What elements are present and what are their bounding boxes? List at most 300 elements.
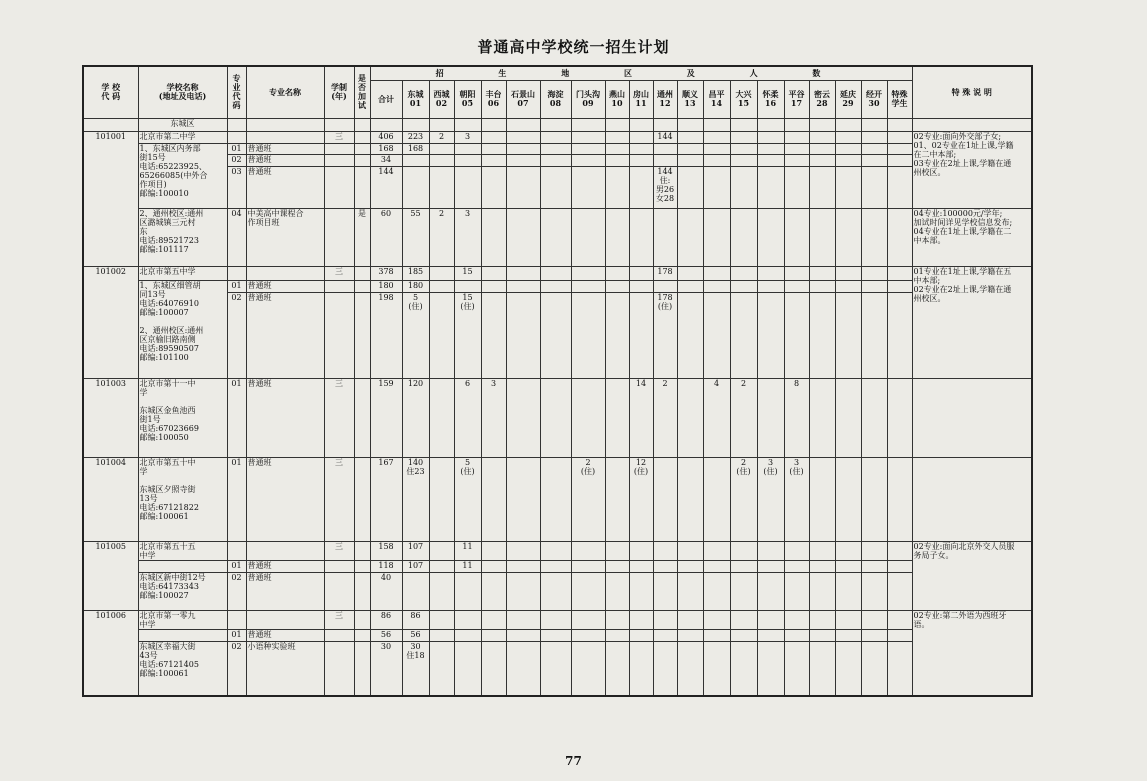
empty-cell xyxy=(605,378,629,457)
major-code: 01 xyxy=(227,629,246,641)
empty-cell xyxy=(506,280,540,292)
count-value: 3 xyxy=(454,131,481,143)
empty-cell xyxy=(653,560,677,572)
count-value: 56 xyxy=(370,629,402,641)
duration xyxy=(324,208,354,266)
major-code: 02 xyxy=(227,572,246,610)
region-code: 09 xyxy=(582,98,594,108)
major-name: 普通班 xyxy=(246,629,324,641)
major-code: 03 xyxy=(227,166,246,208)
region-name: 西城 xyxy=(433,89,450,99)
count-value: 30 xyxy=(370,641,402,696)
empty-cell xyxy=(506,266,540,280)
extra-test xyxy=(354,610,370,629)
empty-cell xyxy=(861,280,887,292)
region-column-header xyxy=(861,80,887,118)
school-code: 101002 xyxy=(83,266,138,378)
major-name: 普通班 xyxy=(246,280,324,292)
empty-cell xyxy=(887,208,912,266)
region-column-header xyxy=(653,80,677,118)
empty-cell xyxy=(605,572,629,610)
empty-cell xyxy=(730,629,757,641)
school-code: 101005 xyxy=(83,541,138,610)
major-name: 普通班 xyxy=(246,143,324,154)
empty-cell xyxy=(861,208,887,266)
empty-cell xyxy=(481,610,506,629)
empty-cell xyxy=(887,154,912,166)
empty-cell xyxy=(730,266,757,280)
empty-cell xyxy=(809,457,835,541)
remark: 02专业:面向北京外交人员服 务局子女。 xyxy=(912,541,1032,610)
empty-cell xyxy=(454,641,481,696)
region-name: 平谷 xyxy=(788,89,805,99)
empty-cell xyxy=(481,629,506,641)
empty-cell xyxy=(571,572,605,610)
empty-cell xyxy=(454,280,481,292)
region-code: 10 xyxy=(611,98,623,108)
empty-cell xyxy=(703,118,730,131)
major-name xyxy=(246,131,324,143)
duration xyxy=(324,143,354,154)
region-column-header xyxy=(629,80,653,118)
region-code: 05 xyxy=(461,98,474,108)
major-name: 普通班 xyxy=(246,560,324,572)
count-value: 3 (住) xyxy=(757,457,784,541)
count-value: 6 xyxy=(454,378,481,457)
empty-cell xyxy=(912,118,1032,131)
empty-cell xyxy=(429,560,454,572)
count-value: 11 xyxy=(454,541,481,560)
count-value: 8 xyxy=(784,378,809,457)
duration: 三 xyxy=(324,457,354,541)
empty-cell xyxy=(835,541,861,560)
empty-cell xyxy=(429,292,454,378)
duration xyxy=(324,292,354,378)
empty-cell xyxy=(481,457,506,541)
district-spacer xyxy=(83,118,138,131)
region-code: 12 xyxy=(659,98,671,108)
major-code xyxy=(227,610,246,629)
empty-cell xyxy=(861,154,887,166)
region-column-header xyxy=(887,80,912,118)
region-column-header xyxy=(481,80,506,118)
empty-cell xyxy=(861,610,887,629)
extra-test xyxy=(354,292,370,378)
empty-cell xyxy=(605,131,629,143)
major-code: 04 xyxy=(227,208,246,266)
region-code: 01 xyxy=(409,98,422,108)
empty-cell xyxy=(861,166,887,208)
empty-cell xyxy=(861,560,887,572)
major-name xyxy=(246,266,324,280)
empty-cell xyxy=(402,118,429,131)
empty-cell xyxy=(429,572,454,610)
count-value: 30 住18 xyxy=(402,641,429,696)
empty-cell xyxy=(757,166,784,208)
count-value: 159 xyxy=(370,378,402,457)
empty-cell xyxy=(629,641,653,696)
enrollment-plan-table xyxy=(82,65,1033,697)
region-name: 合计 xyxy=(378,93,394,104)
empty-cell xyxy=(887,560,912,572)
major-name: 普通班 xyxy=(246,457,324,541)
empty-cell xyxy=(887,641,912,696)
region-name: 朝阳 xyxy=(459,89,476,99)
empty-cell xyxy=(835,560,861,572)
region-name: 房山 xyxy=(633,89,649,99)
empty-cell xyxy=(246,118,324,131)
empty-cell xyxy=(540,572,571,610)
empty-cell xyxy=(481,166,506,208)
empty-cell xyxy=(653,629,677,641)
region-name: 经开 xyxy=(866,89,882,99)
empty-cell xyxy=(887,131,912,143)
duration xyxy=(324,572,354,610)
duration: 三 xyxy=(324,131,354,143)
region-column-header xyxy=(506,80,540,118)
table-row xyxy=(83,208,1032,266)
header-extra-test: 是否加试 xyxy=(354,66,370,118)
empty-cell xyxy=(809,629,835,641)
extra-test xyxy=(354,154,370,166)
empty-cell xyxy=(861,131,887,143)
empty-cell xyxy=(540,292,571,378)
empty-cell xyxy=(809,280,835,292)
empty-cell xyxy=(703,641,730,696)
empty-cell xyxy=(629,541,653,560)
empty-cell xyxy=(809,118,835,131)
school-code: 101004 xyxy=(83,457,138,541)
major-code: 02 xyxy=(227,154,246,166)
table-row xyxy=(83,641,1032,696)
empty-cell xyxy=(540,280,571,292)
count-value: 3 xyxy=(481,378,506,457)
duration: 三 xyxy=(324,610,354,629)
region-name: 石景山 xyxy=(511,89,535,99)
empty-cell xyxy=(887,118,912,131)
region-name: 燕山 xyxy=(609,89,625,99)
region-column-header xyxy=(677,80,703,118)
empty-cell xyxy=(506,641,540,696)
empty-cell xyxy=(605,166,629,208)
district-name: 东城区 xyxy=(138,118,227,131)
duration xyxy=(324,641,354,696)
empty-cell xyxy=(605,641,629,696)
table-row xyxy=(83,610,1032,629)
empty-cell xyxy=(784,208,809,266)
school-info: 东城区幸福大街 43号 电话:67121405 邮编:100061 xyxy=(138,641,227,696)
empty-cell xyxy=(809,541,835,560)
empty-cell xyxy=(571,292,605,378)
empty-cell xyxy=(402,166,429,208)
empty-cell xyxy=(540,610,571,629)
empty-cell xyxy=(809,292,835,378)
count-value: 2 xyxy=(429,131,454,143)
empty-cell xyxy=(571,610,605,629)
empty-cell xyxy=(454,629,481,641)
empty-cell xyxy=(757,266,784,280)
empty-cell xyxy=(677,560,703,572)
count-value: 11 xyxy=(454,560,481,572)
region-name: 顺义 xyxy=(682,89,698,99)
empty-cell xyxy=(629,572,653,610)
empty-cell xyxy=(429,610,454,629)
major-code: 01 xyxy=(227,280,246,292)
empty-cell xyxy=(730,280,757,292)
empty-cell xyxy=(605,280,629,292)
region-name: 密云 xyxy=(814,89,830,99)
major-code: 02 xyxy=(227,641,246,696)
duration xyxy=(324,280,354,292)
empty-cell xyxy=(703,280,730,292)
count-value: 168 xyxy=(402,143,429,154)
empty-cell xyxy=(677,280,703,292)
school-info: 1、东城区细管胡 同13号 电话:64076910 邮编:100007 2、通州校区:通州 区京榆旧路南侧 电话:89590507 邮编:101100 xyxy=(138,280,227,378)
major-name: 小语种实验班 xyxy=(246,641,324,696)
region-code: 11 xyxy=(635,98,647,108)
empty-cell xyxy=(481,131,506,143)
empty-cell xyxy=(784,154,809,166)
empty-cell xyxy=(540,143,571,154)
empty-cell xyxy=(703,266,730,280)
empty-cell xyxy=(861,641,887,696)
empty-cell xyxy=(571,560,605,572)
empty-cell xyxy=(605,118,629,131)
empty-cell xyxy=(629,280,653,292)
empty-cell xyxy=(887,292,912,378)
empty-cell xyxy=(757,280,784,292)
empty-cell xyxy=(540,131,571,143)
empty-cell xyxy=(730,208,757,266)
extra-test: 是 xyxy=(354,208,370,266)
duration: 三 xyxy=(324,541,354,560)
empty-cell xyxy=(784,280,809,292)
empty-cell xyxy=(809,143,835,154)
empty-cell xyxy=(540,266,571,280)
count-value: 12 (住) xyxy=(629,457,653,541)
empty-cell xyxy=(677,131,703,143)
region-name: 东城 xyxy=(407,89,424,99)
empty-cell xyxy=(571,629,605,641)
empty-cell xyxy=(227,118,246,131)
table-row xyxy=(83,541,1032,560)
empty-cell xyxy=(402,154,429,166)
major-name xyxy=(246,541,324,560)
empty-cell xyxy=(653,641,677,696)
header-school-name: 学校名称 (地址及电话) xyxy=(138,66,227,118)
school-code: 101003 xyxy=(83,378,138,457)
count-value: 3 (住) xyxy=(784,457,809,541)
empty-cell xyxy=(677,208,703,266)
empty-cell xyxy=(809,572,835,610)
empty-cell xyxy=(703,541,730,560)
empty-cell xyxy=(703,610,730,629)
region-column-header xyxy=(730,80,757,118)
empty-cell xyxy=(730,118,757,131)
empty-cell xyxy=(354,118,370,131)
empty-cell xyxy=(629,166,653,208)
extra-test xyxy=(354,378,370,457)
empty-cell xyxy=(677,292,703,378)
empty-cell xyxy=(703,560,730,572)
empty-cell xyxy=(757,629,784,641)
count-value: 168 xyxy=(370,143,402,154)
region-column-header xyxy=(703,80,730,118)
header-remarks: 特 殊 说 明 xyxy=(912,66,1032,118)
empty-cell xyxy=(605,143,629,154)
empty-cell xyxy=(835,208,861,266)
duration: 三 xyxy=(324,378,354,457)
region-name: 通州 xyxy=(657,89,673,99)
region-name: 门头沟 xyxy=(576,89,600,99)
empty-cell xyxy=(429,166,454,208)
region-column-header xyxy=(540,80,571,118)
empty-cell xyxy=(784,166,809,208)
empty-cell xyxy=(835,610,861,629)
count-value: 144 住: 男26 女28 xyxy=(653,166,677,208)
empty-cell xyxy=(835,131,861,143)
region-code: 16 xyxy=(764,98,777,108)
count-value: 2 (住) xyxy=(730,457,757,541)
empty-cell xyxy=(835,166,861,208)
school-info: 1、东城区内务部 街15号 电话:65223925、 65266085(中外合 作项目) 邮编:100010 xyxy=(138,143,227,208)
major-name: 普通班 xyxy=(246,572,324,610)
empty-cell xyxy=(730,143,757,154)
empty-cell xyxy=(887,166,912,208)
count-value: 198 xyxy=(370,292,402,378)
empty-cell xyxy=(809,131,835,143)
school-info: 北京市第二中学 xyxy=(138,131,227,143)
empty-cell xyxy=(730,292,757,378)
empty-cell xyxy=(370,118,402,131)
empty-cell xyxy=(653,154,677,166)
empty-cell xyxy=(571,166,605,208)
region-code: 15 xyxy=(737,98,750,108)
empty-cell xyxy=(571,143,605,154)
table-row xyxy=(83,131,1032,143)
region-code: 29 xyxy=(842,98,854,108)
empty-cell xyxy=(784,292,809,378)
empty-cell xyxy=(629,292,653,378)
region-column-header xyxy=(784,80,809,118)
count-value: 180 xyxy=(370,280,402,292)
empty-cell xyxy=(506,118,540,131)
empty-cell xyxy=(454,118,481,131)
count-value: 5 (住) xyxy=(402,292,429,378)
empty-cell xyxy=(571,266,605,280)
empty-cell xyxy=(784,629,809,641)
empty-cell xyxy=(784,572,809,610)
empty-cell xyxy=(809,610,835,629)
empty-cell xyxy=(835,457,861,541)
empty-cell xyxy=(629,154,653,166)
empty-cell xyxy=(703,629,730,641)
duration xyxy=(324,166,354,208)
empty-cell xyxy=(454,143,481,154)
empty-cell xyxy=(861,457,887,541)
empty-cell xyxy=(429,280,454,292)
empty-cell xyxy=(571,641,605,696)
empty-cell xyxy=(506,541,540,560)
empty-cell xyxy=(809,641,835,696)
empty-cell xyxy=(506,572,540,610)
empty-cell xyxy=(835,629,861,641)
empty-cell xyxy=(677,541,703,560)
empty-cell xyxy=(540,560,571,572)
empty-cell xyxy=(629,118,653,131)
empty-cell xyxy=(809,208,835,266)
empty-cell xyxy=(703,154,730,166)
region-column-header xyxy=(370,80,402,118)
count-value: 86 xyxy=(402,610,429,629)
empty-cell xyxy=(605,457,629,541)
empty-cell xyxy=(506,131,540,143)
region-code: 06 xyxy=(487,98,500,108)
empty-cell xyxy=(861,629,887,641)
empty-cell xyxy=(506,292,540,378)
count-value: 56 xyxy=(402,629,429,641)
count-value: 140 住23 xyxy=(402,457,429,541)
extra-test xyxy=(354,560,370,572)
count-value: 118 xyxy=(370,560,402,572)
empty-cell xyxy=(481,292,506,378)
empty-cell xyxy=(481,143,506,154)
empty-cell xyxy=(677,572,703,610)
region-code: 02 xyxy=(435,98,448,108)
empty-cell xyxy=(730,154,757,166)
empty-cell xyxy=(571,131,605,143)
empty-cell xyxy=(809,166,835,208)
empty-cell xyxy=(571,208,605,266)
empty-cell xyxy=(835,280,861,292)
school-info xyxy=(138,629,227,641)
duration xyxy=(324,560,354,572)
count-value: 178 (住) xyxy=(653,292,677,378)
empty-cell xyxy=(835,572,861,610)
empty-cell xyxy=(784,641,809,696)
empty-cell xyxy=(677,610,703,629)
empty-cell xyxy=(540,154,571,166)
count-value: 378 xyxy=(370,266,402,280)
header-duration: 学制 (年) xyxy=(324,66,354,118)
empty-cell xyxy=(757,143,784,154)
major-code: 02 xyxy=(227,292,246,378)
empty-cell xyxy=(887,378,912,457)
remark: 01专业在1址上课,学籍在五 中本部; 02专业在2址上课,学籍在通 州校区。 xyxy=(912,266,1032,378)
empty-cell xyxy=(481,154,506,166)
region-name: 怀柔 xyxy=(762,89,779,99)
school-info: 北京市第五十中 学 东城区夕照寺街 13号 电话:67121822 邮编:100061 xyxy=(138,457,227,541)
empty-cell xyxy=(887,143,912,154)
empty-cell xyxy=(540,641,571,696)
empty-cell xyxy=(835,641,861,696)
remark: 04专业:100000元/学年; 加试时间详见学校信息发布; 04专业在1址上课,学籍在二 中本部。 xyxy=(912,208,1032,266)
empty-cell xyxy=(605,560,629,572)
empty-cell xyxy=(861,292,887,378)
table-row xyxy=(83,572,1032,610)
empty-cell xyxy=(835,143,861,154)
empty-cell xyxy=(481,266,506,280)
empty-cell xyxy=(429,266,454,280)
major-code: 01 xyxy=(227,560,246,572)
region-code: 学生 xyxy=(891,98,908,108)
empty-cell xyxy=(703,166,730,208)
empty-cell xyxy=(653,572,677,610)
empty-cell xyxy=(429,143,454,154)
empty-cell xyxy=(653,143,677,154)
count-value: 15 xyxy=(454,266,481,280)
empty-cell xyxy=(653,118,677,131)
